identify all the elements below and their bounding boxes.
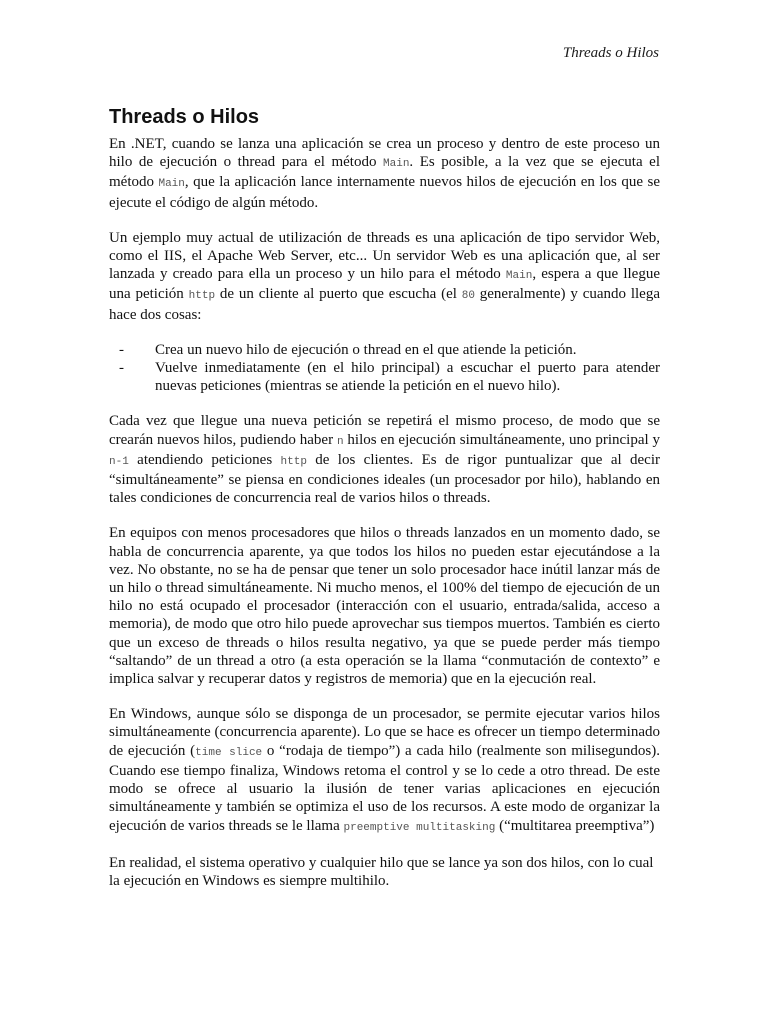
text-run: , espera a que llegue una petición xyxy=(109,266,660,303)
text-run: o “rodaja de tiempo”) a cada hilo (realmente son milisegundos). Cuando ese tiempo finaliza, Windows retoma el control y se lo cede a otro thread. De este modo se ofrece al usuario la ilusión de tener varias aplicaciones en ejecución simultáneamente y también se optimiza el uso de los recursos. A este modo de organizar la ejecución de varios threads se le llama xyxy=(109,742,661,834)
paragraph-concurrency-real xyxy=(109,412,660,507)
text-run: . Es posible, a la vez que se ejecuta el método xyxy=(109,154,660,191)
inline-code: n-1 xyxy=(109,455,129,468)
page-title: Threads o Hilos xyxy=(109,106,260,128)
inline-code: time slice xyxy=(195,746,263,759)
inline-code: preemptive multitasking xyxy=(343,821,496,834)
inline-code: 80 xyxy=(461,290,475,303)
list-item-text: Crea un nuevo hilo de ejecución o thread en el que atiende la petición. xyxy=(155,341,577,358)
document-body xyxy=(109,104,660,907)
text-run: atendiendo peticiones xyxy=(128,451,281,468)
paragraph-windows xyxy=(109,705,660,836)
text-run: hilos en ejecución simultáneamente, uno principal y xyxy=(343,431,660,448)
list-item xyxy=(109,359,660,395)
text-run: (“multitarea preemptiva”) xyxy=(495,817,655,834)
paragraph-conclusion: En realidad, el sistema operativo y cualquier hilo que se lance ya son dos hilos, con lo cual la ejecución en Windows es siempre multihilo. xyxy=(109,854,654,889)
running-header: Threads o Hilos xyxy=(562,45,659,61)
inline-code: http xyxy=(280,455,307,468)
text-run: , que la aplicación lance internamente nuevos hilos de ejecución en los que se ejecute el código de algún método. xyxy=(109,174,660,211)
list-item xyxy=(109,341,660,359)
inline-code: n xyxy=(336,435,344,448)
text-run: Cada vez que llegue una nueva petición se repetirá el mismo proceso, de modo que se crearán nuevos hilos, pudiendo haber xyxy=(109,413,660,448)
paragraph-concurrency-apparent: En equipos con menos procesadores que hilos o threads lanzados en un momento dado, se habla de concurrencia aparente, ya que todos los hilos no pueden estar ejecutándose a la vez. No obstante, no se ha de pensar que tener un solo procesador hace inútil lanzar más de un hilo o thread simultáneamente. Ni mucho menos, el 100% del tiempo de ejecución de un hilo no está ocupado el procesador (interacción con el usuario, entrada/salida, acceso a memoria), de modo que otro hilo puede aprovechar sus tiempos muertos. También es cierto que un exceso de threads o hilos resulta negativo, ya que se puede perder más tiempo “saltando” de un thread a otro (a esta operación se la llama “conmutación de contexto” e implica salvar y recuperar datos y registros de memoria) que en la ejecución real. xyxy=(109,525,660,688)
list-item-text: Vuelve inmediatamente (en el hilo principal) a escuchar el puerto para atender nuevas peticiones (mientras se atiende la petición en el nuevo hilo). xyxy=(155,360,660,395)
dash-marker: - xyxy=(119,360,124,377)
text-run: de un cliente al puerto que escucha (el xyxy=(215,286,462,303)
dash-marker: - xyxy=(119,341,124,358)
text-run: En .NET, cuando se lanza una aplicación se crea un proceso y dentro de este proceso un hilo de ejecución o thread para el método xyxy=(109,136,660,171)
paragraph-intro xyxy=(109,135,660,212)
text-run: de los clientes. Es de rigor puntualizar que al decir “simultáneamente” se piensa en condiciones ideales (un procesador por hilo), hablando en tales condiciones de concurrencia real de varios hilos o threads. xyxy=(109,451,660,507)
text-run: En Windows, aunque sólo se disponga de un procesador, se permite ejecutar varios hilos simultáneamente (concurrencia aparente). Lo que se hace es ofrecer un tiempo determinado de ejecución ( xyxy=(109,706,660,759)
dash-list xyxy=(109,341,660,396)
inline-code: Main xyxy=(383,158,410,171)
text-run: generalmente) y cuando llega hace dos cosas: xyxy=(109,286,660,323)
inline-code: http xyxy=(188,290,216,303)
inline-code: Main xyxy=(158,178,185,191)
paragraph-web-server xyxy=(109,229,660,324)
text-run: Un ejemplo muy actual de utilización de threads es una aplicación de tipo servidor Web, como el IIS, el Apache Web Server, etc... Un servidor Web es una aplicación que, al ser lanzada y creado para ella un proceso y un hilo para el método xyxy=(109,229,660,283)
inline-code: Main xyxy=(505,270,533,283)
